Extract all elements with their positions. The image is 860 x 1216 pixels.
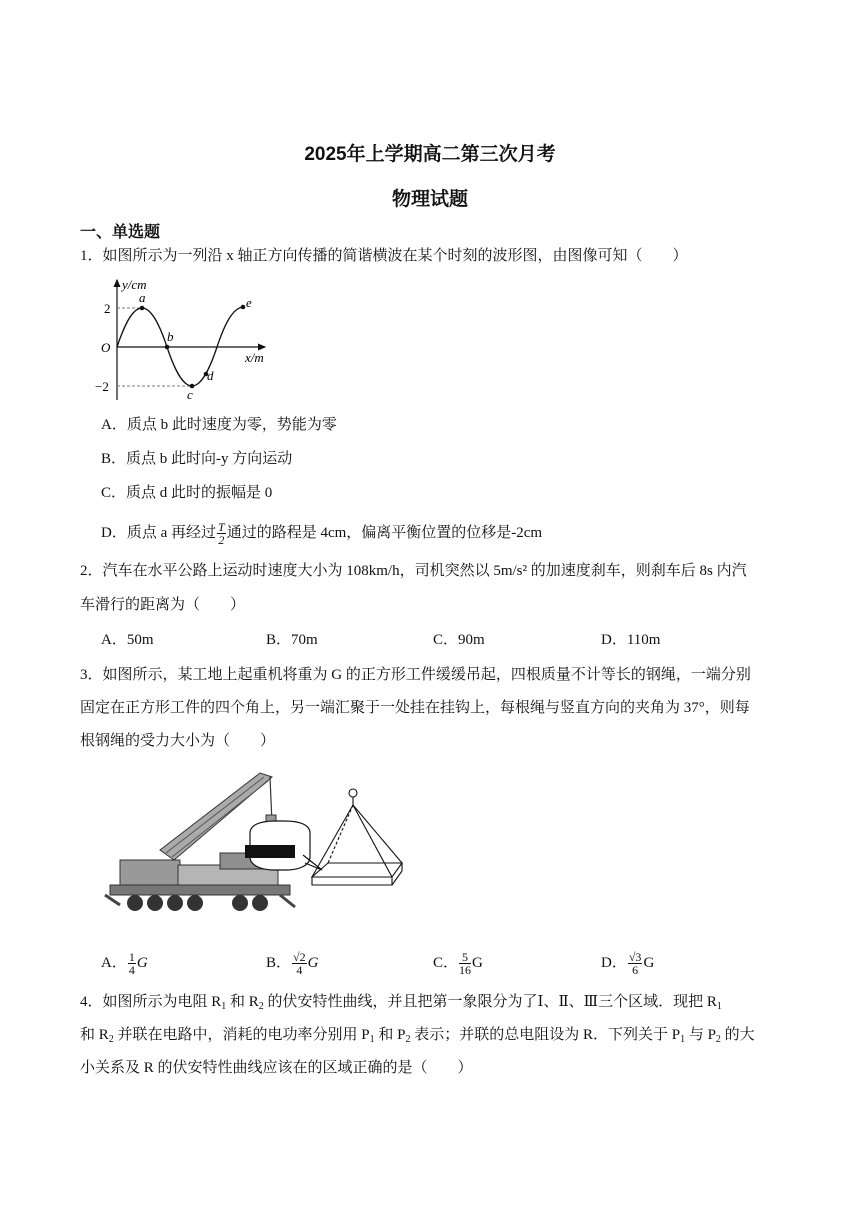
q1-option-b[interactable]: B．质点 b 此时向-y 方向运动	[101, 451, 293, 467]
section-heading: 一、单选题	[80, 224, 161, 241]
q2-option-d[interactable]: D．110m	[601, 632, 661, 648]
q1-option-c[interactable]: C．质点 d 此时的振幅是 0	[101, 485, 273, 501]
q3-stem-line2: 固定在正方形工件的四个角上，另一端汇聚于一处挂在挂钩上，每根绳与竖直方向的夹角为 37°，则每	[80, 700, 750, 716]
q2-option-b[interactable]: B．70m	[266, 632, 318, 648]
page-subtitle: 物理试题	[391, 189, 468, 210]
q1-stem: 1．如图所示为一列沿 x 轴正方向传播的简谐横波在某个时刻的波形图，由图像可知（ ）	[80, 248, 688, 264]
q1-label-c: c	[187, 387, 193, 402]
q1-option-d-fraction: $\frac{T}{2}$	[218, 520, 225, 547]
q1-label-d: d	[207, 368, 214, 383]
crane-wheels	[127, 895, 268, 911]
q1-option-a[interactable]: A．质点 b 此时速度为零，势能为零	[101, 417, 337, 433]
q1-point-a	[140, 306, 145, 311]
q1-point-e	[241, 305, 246, 310]
q1-tick-neg: −2	[95, 379, 109, 394]
q4-stem-line2: 和 $R_2$ 并联在电路中，消耗的电功率分别用 $P_1$ 和 $P_2$ 表示；并联的总电阻设为 R．下列关于 $P_1$ 与 $P_2$ 的大	[80, 1027, 755, 1045]
q1-x-label: x/m	[245, 350, 264, 365]
q1-label-e: e	[246, 295, 252, 310]
q2-option-a[interactable]: A．50m	[101, 632, 154, 648]
q3-callout-redaction	[245, 845, 295, 858]
q1-label-a: a	[139, 290, 146, 305]
q3-pyramid-workpiece	[312, 789, 402, 885]
q1-option-d-post: 通过的路程是 4cm，偏离平衡位置的位移是-2cm	[226, 524, 543, 541]
q4-stem-line3: 小关系及 R 的伏安特性曲线应该在的区域正确的是（ ）	[80, 1060, 473, 1076]
q2-stem-line2: 车滑行的距离为（ ）	[80, 597, 246, 613]
q3-crane-figure	[100, 765, 490, 925]
q1-option-d-pre: D．质点 a 再经过	[101, 524, 216, 541]
q3-stem-line3: 根钢绳的受力大小为（ ）	[80, 733, 276, 749]
q1-point-b	[165, 345, 170, 350]
q4-stem-line1: 4．如图所示为电阻 $R_1$ 和 $R_2$ 的伏安特性曲线，并且把第一象限分为了Ⅰ、Ⅱ、Ⅲ三个区域．现把 $R_1$	[80, 994, 722, 1012]
q3-option-a[interactable]: A． $\frac{1}{4}$ G	[101, 950, 148, 977]
q3-stem-line1: 3．如图所示，某工地上起重机将重为 G 的正方形工件缓缓吊起，四根质量不计等长的钢绳，一端分别	[80, 667, 751, 683]
q1-wave-graph	[95, 275, 285, 405]
q2-option-c[interactable]: C．90m	[433, 632, 485, 648]
q1-origin: O	[101, 340, 111, 355]
q3-option-d[interactable]: D． $\frac{√3}{6}$ G	[601, 950, 655, 977]
q3-option-b[interactable]: B． $\frac{√2}{4}$ G	[266, 950, 319, 977]
q1-y-label: y/cm	[122, 277, 147, 292]
q3-option-c[interactable]: C． $\frac{5}{16}$ G	[433, 950, 483, 977]
q1-tick-pos: 2	[104, 301, 111, 316]
q1-label-b: b	[167, 329, 174, 344]
q2-stem-line1: 2．汽车在水平公路上运动时速度大小为 108km/h，司机突然以 5m/s² 的加速度刹车，则刹车后 8s 内汽	[80, 563, 747, 579]
page-title: 2025年上学期高二第三次月考	[304, 144, 556, 165]
q1-option-d[interactable]	[101, 521, 542, 546]
